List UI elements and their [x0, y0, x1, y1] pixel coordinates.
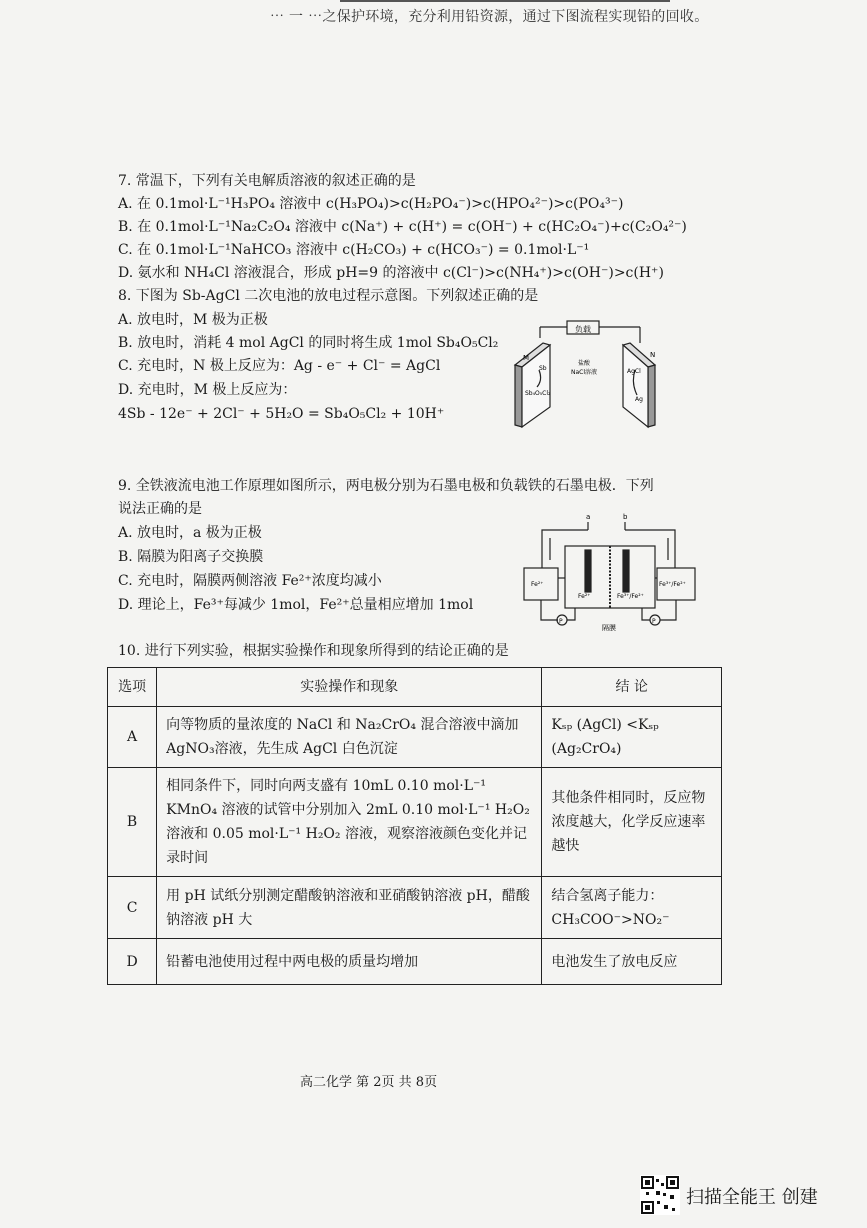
header-operation: 实验操作和现象 — [157, 668, 542, 707]
n-electrode-label: N — [650, 351, 656, 359]
scanner-watermark: 扫描全能王 创建 — [686, 1187, 818, 1208]
row-conclusion: 其他条件相同时，反应物浓度越大，化学反应速率越快 — [542, 768, 722, 877]
q9-flow-battery-diagram — [520, 508, 700, 634]
m-electrode-label: M — [523, 354, 530, 362]
left-tank-label: Fe²⁺ — [531, 581, 544, 588]
q9-option-a: A. 放电时，a 极为正极 — [118, 525, 262, 541]
q8-option-d: D. 充电时，M 极上反应为： — [118, 382, 297, 398]
header-conclusion: 结 论 — [542, 668, 722, 707]
q9-option-b: B. 隔膜为阳离子交换膜 — [118, 549, 264, 565]
right-pump-label: P — [652, 618, 656, 625]
sb4o5cl2-label: Sb₄O₅Cl₂ — [525, 390, 551, 397]
q7-option-d: D. 氨水和 NH₄Cl 溶液混合，形成 pH=9 的溶液中 c(Cl⁻)>c(NH₄⁺)>c(OH⁻)>c(H⁺) — [118, 265, 664, 281]
table-row — [108, 877, 722, 939]
q8-battery-diagram — [505, 315, 675, 430]
table-row — [108, 707, 722, 768]
header-option: 选项 — [108, 668, 157, 707]
agcl-label: AgCl — [627, 368, 641, 375]
electrode-b-label: b — [623, 513, 628, 521]
electrode-a-label: a — [586, 513, 591, 521]
table-header-row — [108, 668, 722, 707]
row-operation: 用 pH 试纸分别测定醋酸钠溶液和亚硝酸钠溶液 pH，醋酸钠溶液 pH 大 — [157, 877, 542, 939]
q7-title: 7. 常温下，下列有关电解质溶液的叙述正确的是 — [118, 173, 416, 189]
right-tank-label: Fe³⁺/Fe²⁺ — [659, 581, 686, 588]
row-operation: 铅蓄电池使用过程中两电极的质量均增加 — [157, 939, 542, 985]
q10-title: 10. 进行下列实验，根据实验操作和现象所得到的结论正确的是 — [118, 643, 509, 659]
q7-option-c: C. 在 0.1mol·L⁻¹NaHCO₃ 溶液中 c(H₂CO₃) + c(HCO₃⁻) = 0.1mol·L⁻¹ — [118, 242, 590, 258]
q9-title-line1: 9. 全铁液流电池工作原理如图所示，两电极分别为石墨电极和负载铁的石墨电极．下列 — [118, 478, 654, 494]
right-cell-label: Fe³⁺/Fe²⁺ — [617, 593, 644, 600]
left-cell-label: Fe²⁺ — [578, 593, 591, 600]
row-conclusion: 电池发生了放电反应 — [542, 939, 722, 985]
row-conclusion: 结合氢离子能力：CH₃COO⁻>NO₂⁻ — [542, 877, 722, 939]
left-pump-label: P — [559, 618, 563, 625]
q9-option-c: C. 充电时，隔膜两侧溶液 Fe²⁺浓度均减小 — [118, 573, 382, 589]
q7-option-b: B. 在 0.1mol·L⁻¹Na₂C₂O₄ 溶液中 c(Na⁺) + c(H⁺) = c(OH⁻) + c(HC₂O₄⁻)+c(C₂O₄²⁻) — [118, 219, 687, 235]
ag-label: Ag — [635, 396, 643, 403]
row-option: A — [108, 707, 157, 768]
q8-title: 8. 下图为 Sb-AgCl 二次电池的放电过程示意图。下列叙述正确的是 — [118, 288, 539, 304]
table-row — [108, 939, 722, 985]
row-operation: 向等物质的量浓度的 NaCl 和 Na₂CrO₄ 混合溶液中滴加 AgNO₃溶液，先生成 AgCl 白色沉淀 — [157, 707, 542, 768]
membrane-label: 隔膜 — [602, 624, 616, 632]
electrolyte-label-2: NaCl溶液 — [571, 369, 598, 376]
q7-option-a: A. 在 0.1mol·L⁻¹H₃PO₄ 溶液中 c(H₃PO₄)>c(H₂PO₄⁻)>c(HPO₄²⁻)>c(PO₄³⁻) — [118, 196, 624, 212]
q8-option-a: A. 放电时，M 极为正极 — [118, 312, 268, 328]
electrolyte-label-1: 盐酸 — [578, 360, 591, 367]
q8-option-c: C. 充电时，N 极上反应为：Ag - e⁻ + Cl⁻ = AgCl — [118, 358, 441, 374]
qr-code-icon — [640, 1175, 680, 1215]
table-row — [108, 768, 722, 877]
row-option: D — [108, 939, 157, 985]
load-label: 负载 — [575, 325, 591, 334]
q8-option-b: B. 放电时，消耗 4 mol AgCl 的同时将生成 1mol Sb₄O₅Cl₂ — [118, 335, 499, 351]
sb-label: Sb — [539, 365, 547, 372]
previous-question-fragment: ⋯ 一 ⋯之保护环境，充分利用铅资源，通过下图流程实现铅的回收。 — [270, 9, 709, 25]
q9-option-d: D. 理论上，Fe³⁺每减少 1mol，Fe²⁺总量相应增加 1mol — [118, 597, 474, 613]
row-option: B — [108, 768, 157, 877]
q9-title-line2: 说法正确的是 — [118, 501, 202, 517]
page-footer: 高二化学 第 2页 共 8页 — [300, 1075, 438, 1090]
row-option: C — [108, 877, 157, 939]
q10-table — [107, 667, 722, 985]
q8-equation: 4Sb - 12e⁻ + 2Cl⁻ + 5H₂O = Sb₄O₅Cl₂ + 10H⁺ — [118, 406, 445, 422]
row-conclusion: Kₛₚ (AgCl) <Kₛₚ (Ag₂CrO₄) — [542, 707, 722, 768]
row-operation: 相同条件下，同时向两支盛有 10mL 0.10 mol·L⁻¹ KMnO₄ 溶液的试管中分别加入 2mL 0.10 mol·L⁻¹ H₂O₂ 溶液和 0.05 mol·L⁻¹ H₂O₂ 溶液，观察溶液颜色变化并记录时间 — [157, 768, 542, 877]
